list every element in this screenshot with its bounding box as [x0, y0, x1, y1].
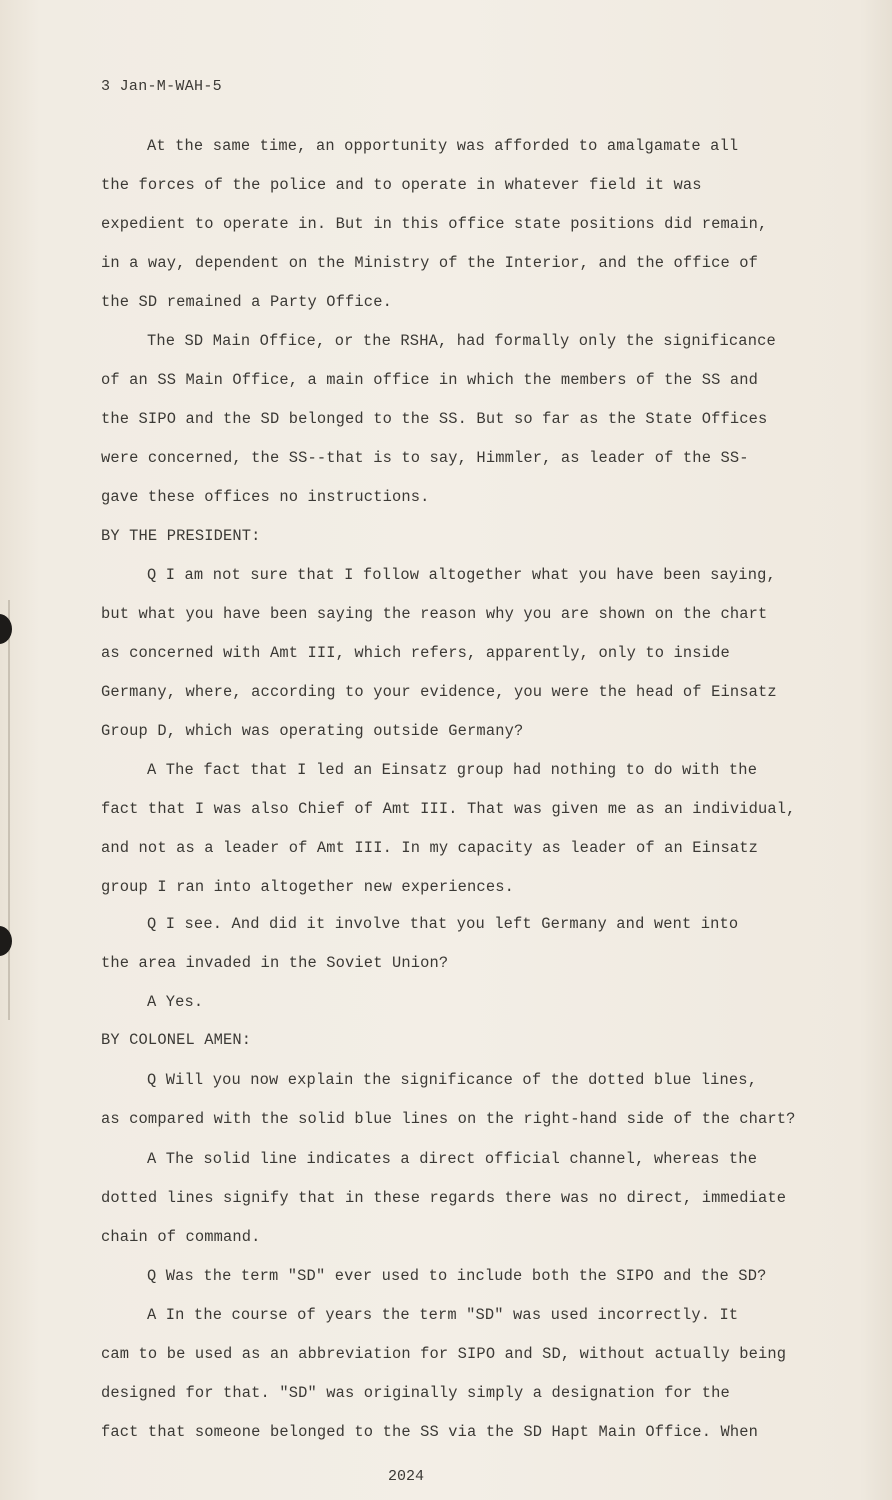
text-line: and not as a leader of Amt III. In my capacity as leader of an Einsatz — [101, 839, 759, 857]
text-line: Q Was the term "SD" ever used to include both the SIPO and the SD? — [147, 1267, 767, 1285]
text-line: At the same time, an opportunity was afforded to amalgamate all — [147, 137, 739, 155]
text-line: the SD remained a Party Office. — [101, 293, 392, 311]
text-line: chain of command. — [101, 1228, 261, 1246]
text-line: A Yes. — [147, 993, 204, 1011]
text-line: fact that I was also Chief of Amt III. That was given me as an individual, — [101, 800, 796, 818]
punch-hole — [0, 926, 12, 956]
text-line: Germany, where, according to your evidence, you were the head of Einsatz — [101, 683, 777, 701]
page-edge-shadow — [8, 600, 10, 1020]
text-line: in a way, dependent on the Ministry of the Interior, and the office of — [101, 254, 759, 272]
text-line: group I ran into altogether new experiences. — [101, 878, 514, 896]
text-line: the forces of the police and to operate in whatever field it was — [101, 176, 702, 194]
text-line: Q I am not sure that I follow altogether what you have been saying, — [147, 566, 776, 584]
text-line: Group D, which was operating outside Germany? — [101, 722, 524, 740]
text-line: dotted lines signify that in these regards there was no direct, immediate — [101, 1189, 787, 1207]
text-line: the SIPO and the SD belonged to the SS. But so far as the State Offices — [101, 410, 768, 428]
text-line: A In the course of years the term "SD" was used incorrectly. It — [147, 1306, 739, 1324]
speaker-heading: BY THE PRESIDENT: — [101, 527, 261, 545]
text-line: as concerned with Amt III, which refers, apparently, only to inside — [101, 644, 730, 662]
text-line: of an SS Main Office, a main office in which the members of the SS and — [101, 371, 759, 389]
text-line: gave these offices no instructions. — [101, 488, 430, 506]
document-header: 3 Jan-M-WAH-5 — [101, 78, 222, 95]
text-line: Q I see. And did it involve that you left Germany and went into — [147, 915, 739, 933]
punch-hole — [0, 614, 12, 644]
text-line: were concerned, the SS--that is to say, Himmler, as leader of the SS- — [101, 449, 749, 467]
page-number: 2024 — [388, 1468, 425, 1485]
text-line: expedient to operate in. But in this office state positions did remain, — [101, 215, 768, 233]
text-line: fact that someone belonged to the SS via the SD Hapt Main Office. When — [101, 1423, 759, 1441]
text-line: as compared with the solid blue lines on the right-hand side of the chart? — [101, 1110, 796, 1128]
text-line: cam to be used as an abbreviation for SIPO and SD, without actually being — [101, 1345, 787, 1363]
text-line: designed for that. "SD" was originally simply a designation for the — [101, 1384, 730, 1402]
text-line: Q Will you now explain the significance of the dotted blue lines, — [147, 1071, 758, 1089]
text-line: but what you have been saying the reason why you are shown on the chart — [101, 605, 768, 623]
text-line: A The fact that I led an Einsatz group had nothing to do with the — [147, 761, 758, 779]
text-line: the area invaded in the Soviet Union? — [101, 954, 449, 972]
text-line: The SD Main Office, or the RSHA, had formally only the significance — [147, 332, 776, 350]
text-line: A The solid line indicates a direct official channel, whereas the — [147, 1150, 758, 1168]
speaker-heading: BY COLONEL AMEN: — [101, 1031, 252, 1049]
